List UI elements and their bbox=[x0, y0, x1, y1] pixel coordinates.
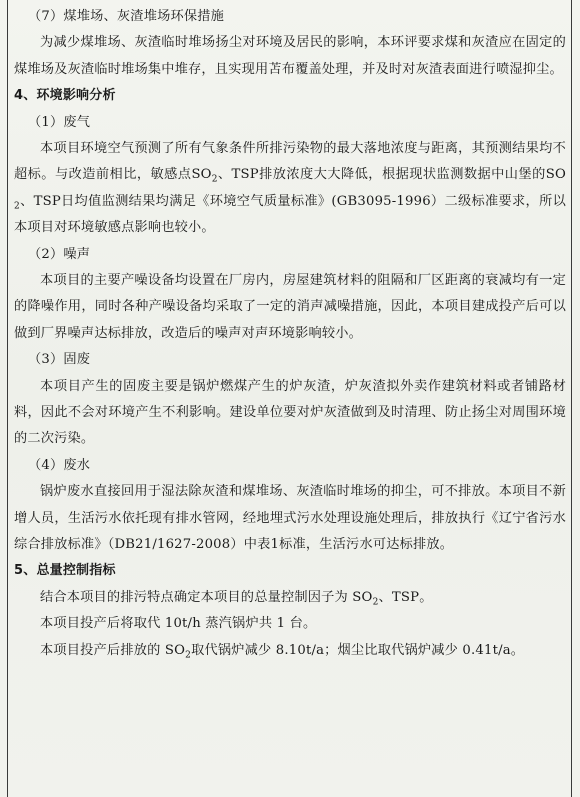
section-4-heading: 4、环境影响分析 bbox=[14, 88, 116, 104]
air-heading: （1）废气 bbox=[28, 114, 91, 130]
reduce-text-a: 本项目投产后排放的 SO bbox=[40, 642, 186, 658]
section-7-paragraph: 为减少煤堆场、灰渣临时堆场扬尘对环境及居民的影响，本环评要求煤和灰渣应在固定的煤堆场及灰渣临时堆场集中堆存，且实现用苫布覆盖处理，并及时对灰渣表面进行喷湿抑尘。 bbox=[14, 35, 566, 77]
air-text-c: 、TSP日均值监测结果均满足《环境空气质量标准》(GB3095-1996）二级标准要求，所以本项目对环境敏感点影响也较小。 bbox=[14, 193, 566, 236]
total-text-b: 、TSP。 bbox=[378, 589, 433, 605]
table-border-left bbox=[7, 0, 8, 797]
noise-heading: （2）噪声 bbox=[28, 246, 91, 262]
so2-subscript: 2 bbox=[14, 201, 20, 212]
air-paragraph bbox=[14, 136, 566, 242]
total-text-a: 结合本项目的排污特点确定本项目的总量控制因子为 SO bbox=[40, 589, 373, 605]
solid-waste-heading: （3）固废 bbox=[28, 352, 91, 368]
air-text-b: 、TSP排放浓度大大降低，根据现状监测数据中山堡的SO bbox=[217, 167, 566, 183]
total-control-paragraph bbox=[14, 585, 566, 611]
boiler-replacement-paragraph: 本项目投产后将取代 10t/h 蒸汽锅炉共 1 台。 bbox=[40, 616, 317, 632]
air-text-a: 本项目环境空气预测了所有气象条件所排污染物的最大落地浓度与距离，其预测结果均不超标。与改造前相比，敏感点SO bbox=[14, 140, 566, 183]
reduce-text-b: 取代锅炉减少 8.10t/a；烟尘比取代锅炉减少 0.41t/a。 bbox=[191, 642, 525, 658]
so2-subscript: 2 bbox=[211, 175, 218, 186]
section-5-heading: 5、总量控制指标 bbox=[14, 563, 116, 579]
noise-paragraph: 本项目的主要产噪设备均设置在厂房内，房屋建筑材料的阻隔和厂区距离的衰减均有一定的降噪作用，同时各种产噪设备均采取了一定的消声减噪措施，因此，本项目建成投产后可以做到厂界噪声达标排放，改造后的噪声对声环境影响较小。 bbox=[14, 273, 566, 341]
solid-waste-paragraph: 本项目产生的固废主要是锅炉燃煤产生的炉灰渣，炉灰渣拟外卖作建筑材料或者铺路材料，因此不会对环境产生不利影响。建设单位要对炉灰渣做到及时清理、防止扬尘对周围环境的二次污染。 bbox=[14, 378, 566, 447]
section-7-heading: （7）煤堆场、灰渣堆场环保措施 bbox=[28, 9, 225, 24]
wastewater-paragraph: 锅炉废水直接回用于湿法除灰渣和煤堆场、灰渣临时堆场的抑尘，可不排放。本项目不新增人员，生活污水依托现有排水管网，经地埋式污水处理设施处理后，排放执行《辽宁省污水综合排放标准》（DB21/1627-2008）中表1标准，生活污水可达标排放。 bbox=[14, 484, 566, 553]
wastewater-heading: （4）废水 bbox=[28, 457, 91, 473]
so2-subscript: 2 bbox=[185, 650, 192, 661]
emission-reduction-paragraph bbox=[14, 638, 566, 664]
document-body bbox=[14, 4, 566, 664]
table-border-right bbox=[571, 0, 572, 797]
so2-subscript: 2 bbox=[372, 597, 379, 608]
